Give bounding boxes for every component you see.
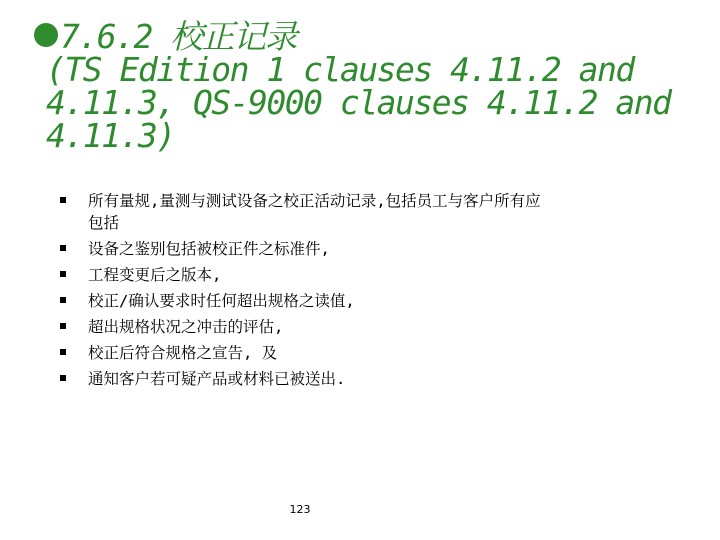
slide-title [46, 17, 714, 155]
filled-circle-icon [34, 23, 58, 47]
list-item-text-continued: 包括 [88, 214, 120, 232]
filled-square-icon [60, 271, 66, 277]
list-item-text: 工程变更后之版本, [88, 266, 222, 284]
list-item-text: 校正后符合规格之宣告, 及 [88, 344, 278, 362]
bullet-list [60, 190, 680, 394]
list-item-text: 设备之鉴别包括被校正件之标准件, [88, 240, 330, 258]
page-number: 123 [289, 503, 311, 516]
list-item [60, 264, 680, 286]
list-item-text: 通知客户若可疑产品或材料已被送出. [88, 370, 346, 388]
filled-square-icon [60, 375, 66, 381]
filled-square-icon [60, 323, 66, 329]
filled-square-icon [60, 245, 66, 251]
list-item-text: 超出规格状况之冲击的评估, [88, 318, 284, 336]
list-item [60, 290, 680, 312]
filled-square-icon [60, 297, 66, 303]
list-item-text: 所有量规,量测与测试设备之校正活动记录,包括员工与客户所有应 [88, 192, 541, 210]
list-item [60, 316, 680, 338]
list-item [60, 190, 680, 234]
title-line-1: 7.6.2 校正记录 [60, 17, 297, 56]
filled-square-icon [60, 197, 66, 203]
list-item-text: 校正/确认要求时任何超出规格之读值, [88, 292, 355, 310]
title-line-2: (TS Edition 1 clauses 4.11.2 and [46, 50, 634, 89]
list-item [60, 368, 680, 390]
list-item [60, 342, 680, 364]
title-line-3: 4.11.3, QS-9000 clauses 4.11.2 and [46, 83, 671, 122]
list-item [60, 238, 680, 260]
filled-square-icon [60, 349, 66, 355]
title-line-4: 4.11.3) [46, 116, 175, 155]
